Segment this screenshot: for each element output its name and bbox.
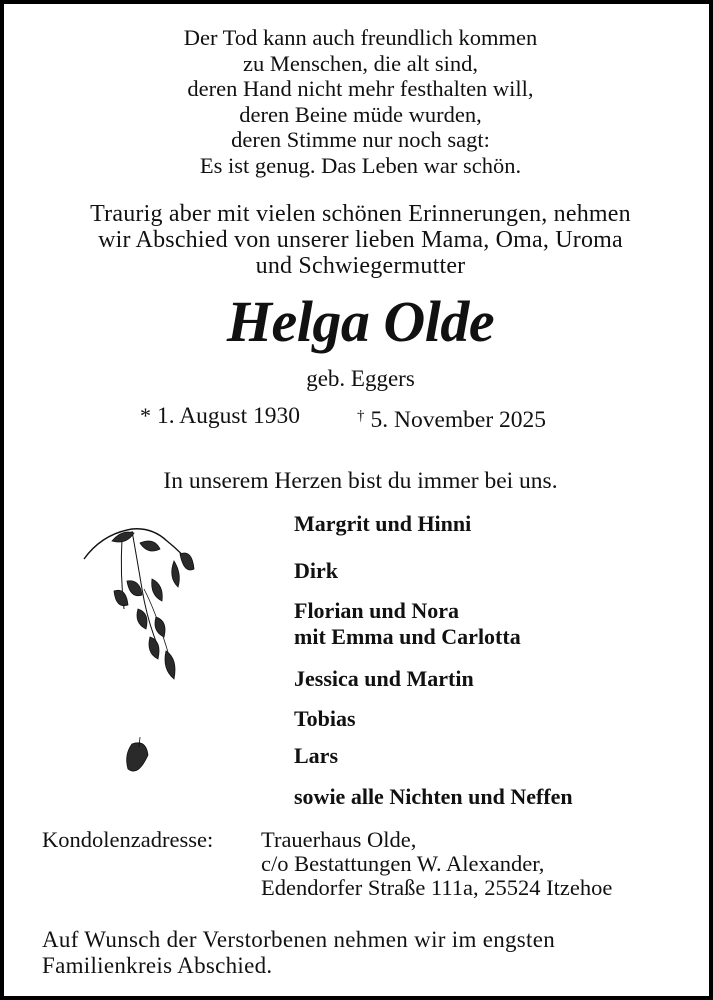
birch-branch-leaves-icon <box>82 519 212 788</box>
intro-line: und Schwiegermutter <box>255 253 466 279</box>
address-line: Trauerhaus Olde, <box>261 827 417 852</box>
condolence-label: Kondolenzadresse: <box>42 827 214 852</box>
family-member: Florian und Nora <box>294 598 460 623</box>
poem-line: zu Menschen, die alt sind, <box>243 50 478 76</box>
address-line: c/o Bestattungen W. Alexander, <box>261 851 545 876</box>
closing-line: Familienkreis Abschied. <box>42 953 273 978</box>
address-line: Edendorfer Straße 111a, 25524 Itzehoe <box>261 875 613 900</box>
intro-line: Traurig aber mit vielen schönen Erinnerungen, nehmen <box>90 201 631 227</box>
intro-text <box>4 201 713 279</box>
family-member: mit Emma und Carlotta <box>294 624 521 649</box>
family-member: Lars <box>294 743 338 768</box>
family-member: Jessica und Martin <box>294 666 474 691</box>
maiden-name: geb. Eggers <box>306 366 415 391</box>
intro-line: wir Abschied von unserer lieben Mama, Oma, Uroma <box>98 227 623 253</box>
family-member: Dirk <box>294 558 338 583</box>
family-member: Margrit und Hinni <box>294 511 472 536</box>
closing-line: Auf Wunsch der Verstorbenen nehmen wir im engsten <box>42 927 556 952</box>
birth-date-line <box>140 401 300 431</box>
poem-line: deren Hand nicht mehr festhalten will, <box>187 76 534 101</box>
address-block <box>261 828 612 900</box>
deceased-name: Helga Olde <box>226 289 495 354</box>
poem-line: Der Tod kann auch freundlich kommen <box>183 25 538 50</box>
birth-date: 1. August 1930 <box>157 403 300 429</box>
poem <box>4 25 713 178</box>
poem-line: deren Beine müde wurden, <box>239 101 482 127</box>
birth-star-icon: * <box>140 403 151 428</box>
family-member: sowie alle Nichten und Neffen <box>294 784 573 809</box>
poem-line: Es ist genug. Das Leben war schön. <box>199 152 522 178</box>
closing-note <box>42 927 692 979</box>
death-date: 5. November 2025 <box>370 407 547 433</box>
family-member: Tobias <box>294 706 356 731</box>
death-date-line <box>357 401 546 435</box>
death-cross-icon: † <box>357 408 365 424</box>
motto: In unserem Herzen bist du immer bei uns. <box>163 468 558 494</box>
poem-line: deren Stimme nur noch sagt: <box>231 127 490 152</box>
